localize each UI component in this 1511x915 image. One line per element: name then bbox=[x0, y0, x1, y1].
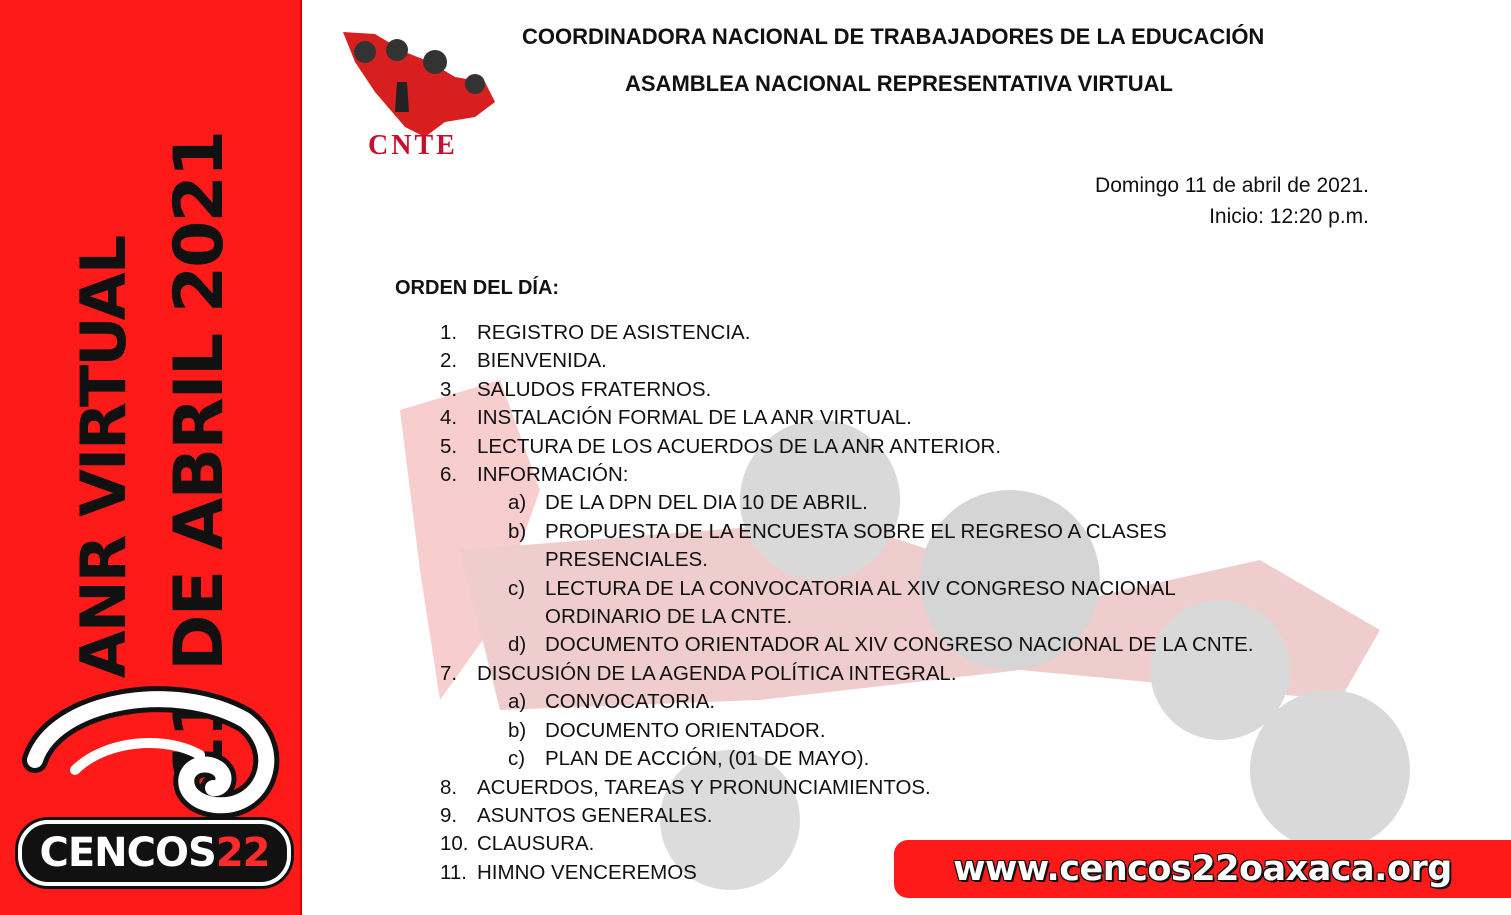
item-number: 3. bbox=[440, 377, 458, 401]
item-number: 5. bbox=[440, 434, 458, 458]
item-text: DE LA DPN DEL DIA 10 DE ABRIL. bbox=[545, 491, 868, 515]
item-text: LECTURA DE LOS ACUERDOS DE LA ANR ANTERIOR. bbox=[477, 434, 1002, 458]
cencos-swirl-logo bbox=[15, 680, 285, 820]
sidebar-banner bbox=[0, 0, 302, 915]
list-item bbox=[440, 433, 1254, 461]
item-number: 2. bbox=[440, 349, 458, 373]
item-letter: b) bbox=[508, 519, 527, 543]
list-item bbox=[440, 461, 1254, 489]
item-text: HIMNO VENCEREMOS bbox=[477, 860, 697, 884]
header-subtitle: ASAMBLEA NACIONAL REPRESENTATIVA VIRTUAL bbox=[625, 71, 1173, 96]
sidebar-title-line2: 11 DE ABRIL 2021 bbox=[160, 131, 240, 784]
item-letter: b) bbox=[508, 718, 527, 742]
item-text: ACUERDOS, TAREAS Y PRONUNCIAMIENTOS. bbox=[477, 775, 931, 799]
sub-list-item-continuation bbox=[440, 603, 1254, 631]
sub-list-item bbox=[440, 575, 1254, 603]
start-time-line: Inicio: 12:20 p.m. bbox=[1209, 205, 1369, 228]
list-item bbox=[440, 660, 1254, 688]
brand-number: 22 bbox=[215, 830, 270, 876]
header-title: COORDINADORA NACIONAL DE TRABAJADORES DE LA EDUCACIÓN bbox=[522, 24, 1265, 49]
sub-list-item bbox=[440, 631, 1254, 659]
item-text: INSTALACIÓN FORMAL DE LA ANR VIRTUAL. bbox=[477, 406, 912, 430]
sub-list-item bbox=[440, 518, 1254, 546]
item-letter bbox=[508, 603, 545, 631]
item-text: ORDINARIO DE LA CNTE. bbox=[545, 605, 793, 629]
item-number: 1. bbox=[440, 321, 458, 344]
item-text: DOCUMENTO ORIENTADOR AL XIV CONGRESO NACIONAL DE LA CNTE. bbox=[545, 633, 1254, 657]
list-item bbox=[440, 319, 1254, 347]
sidebar-title-line1: ANR VIRTUAL bbox=[67, 236, 141, 679]
list-item bbox=[440, 404, 1254, 432]
cnte-logo-text: CNTE bbox=[368, 130, 458, 161]
item-text: REGISTRO DE ASISTENCIA. bbox=[477, 321, 751, 344]
cencos-brand-badge bbox=[18, 820, 291, 886]
item-letter bbox=[508, 546, 545, 574]
sub-list-item bbox=[440, 717, 1254, 745]
agenda-heading: ORDEN DEL DÍA: bbox=[395, 277, 560, 299]
item-number: 10. bbox=[440, 832, 469, 856]
list-item bbox=[440, 376, 1254, 404]
item-text: PRESENCIALES. bbox=[545, 548, 708, 572]
sub-list-item bbox=[440, 688, 1254, 716]
brand-text: CENCOS bbox=[39, 830, 216, 876]
item-text: BIENVENIDA. bbox=[477, 349, 607, 373]
item-text: PROPUESTA DE LA ENCUESTA SOBRE EL REGRESO A CLASES bbox=[545, 519, 1167, 543]
website-link[interactable]: www.cencos22oaxaca.org bbox=[953, 849, 1452, 889]
item-number: 8. bbox=[440, 775, 458, 799]
item-text: SALUDOS FRATERNOS. bbox=[477, 377, 712, 401]
item-number: 4. bbox=[440, 406, 458, 430]
sub-list-item-continuation bbox=[440, 546, 1254, 574]
item-letter: c) bbox=[508, 576, 526, 600]
agenda-list bbox=[440, 319, 1254, 887]
item-text: DISCUSIÓN DE LA AGENDA POLÍTICA INTEGRAL. bbox=[477, 661, 957, 685]
sub-list-item bbox=[440, 489, 1254, 517]
item-text: LECTURA DE LA CONVOCATORIA AL XIV CONGRESO NACIONAL bbox=[545, 576, 1176, 600]
item-number: 7. bbox=[440, 661, 458, 685]
item-letter: d) bbox=[508, 633, 527, 657]
date-block bbox=[1095, 170, 1369, 232]
item-number: 6. bbox=[440, 463, 458, 487]
item-letter: a) bbox=[508, 690, 527, 714]
item-text: ASUNTOS GENERALES. bbox=[477, 803, 713, 827]
website-banner[interactable] bbox=[894, 840, 1511, 898]
item-text: CLAUSURA. bbox=[477, 832, 595, 856]
date-line: Domingo 11 de abril de 2021. bbox=[1095, 174, 1369, 197]
list-item bbox=[440, 347, 1254, 375]
sub-list-item bbox=[440, 745, 1254, 773]
item-text: INFORMACIÓN: bbox=[477, 463, 629, 487]
item-text: DOCUMENTO ORIENTADOR. bbox=[545, 718, 826, 742]
item-number: 11. bbox=[440, 860, 467, 884]
list-item bbox=[440, 774, 1254, 802]
item-text: PLAN DE ACCIÓN, (01 DE MAYO). bbox=[545, 747, 870, 771]
item-letter: c) bbox=[508, 747, 526, 771]
item-letter: a) bbox=[508, 491, 527, 515]
item-number: 9. bbox=[440, 803, 458, 827]
item-text: CONVOCATORIA. bbox=[545, 690, 716, 714]
list-item bbox=[440, 802, 1254, 830]
